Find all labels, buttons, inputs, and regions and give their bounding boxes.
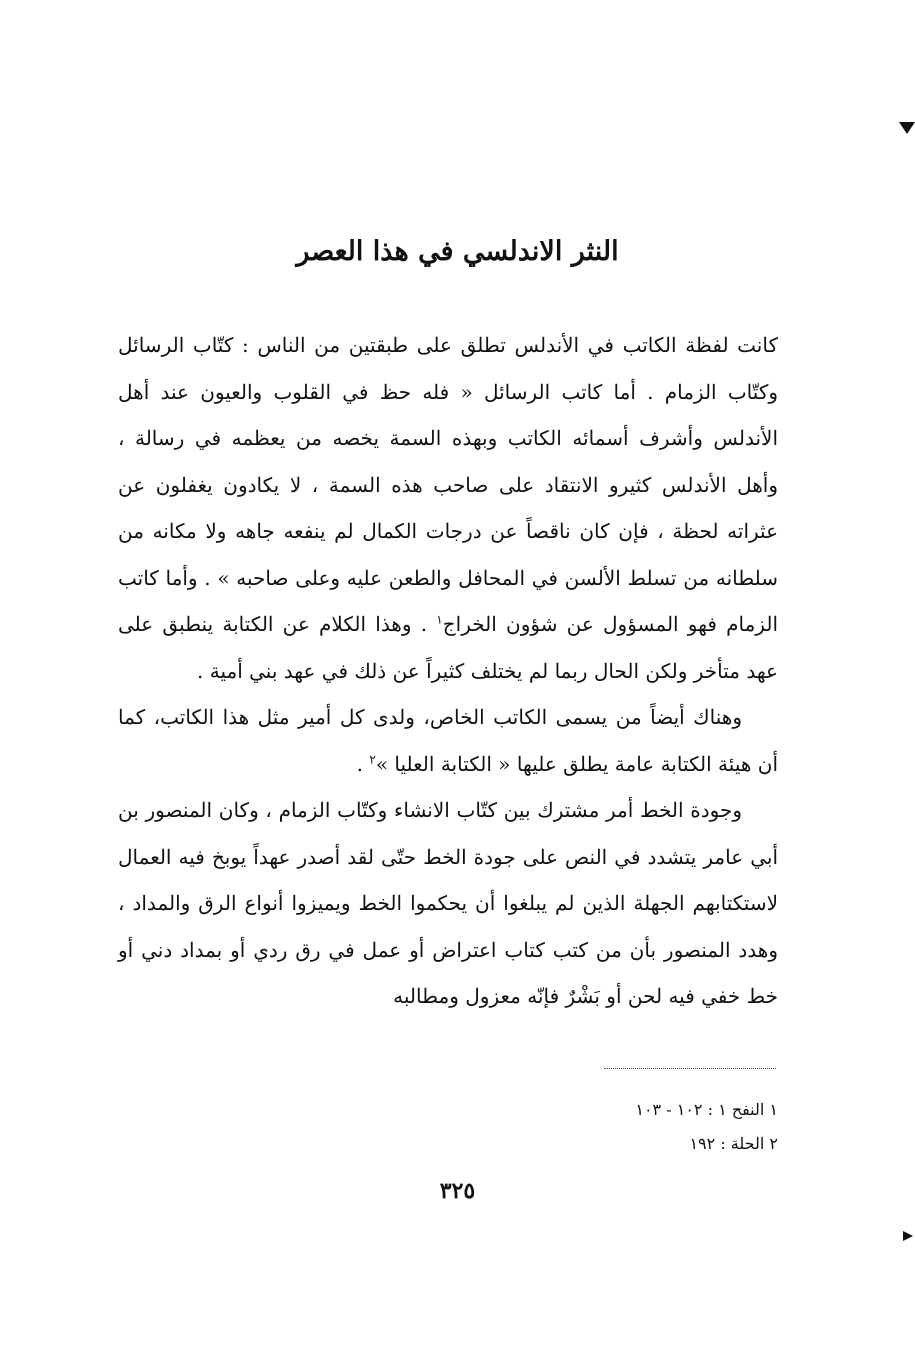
paragraph-1-text: كانت لفظة الكاتب في الأندلس تطلق على طبقتين من الناس : كتّاب الرسائل وكتّاب الزمام . أما كاتب الرسائل « فله حظ في القلوب والعيون عند أهل الأندلس وأشرف أسمائه الكاتب وبهذه السمة يخصه من يعظمه في رسالة ، وأهل الأندلس كثيرو الانتقاد على صاحب هذه السمة ، لا يكادون يغفلون عن عثراته لحظة ، فإن كان ناقصاً عن درجات الكمال لم ينفعه جاهه ولا مكانه من سلطانه من تسلط الألسن في المحافل والطعن عليه وعلى صاحبه » . [118,333,779,590]
paragraph-2 [118,694,778,787]
body-text [118,322,778,1020]
footnote-2: ٢ الحلة : ١٩٢ [689,1134,778,1153]
margin-arrow-icon [903,1231,913,1241]
chapter-title: النثر الاندلسي في هذا العصر [296,236,619,268]
paragraph-2b-text: . [356,751,370,776]
paragraph-2-text: وهناك أيضاً من يسمى الكاتب الخاص، ولدى كل أمير مثل هذا الكاتب، كما أن هيئة الكتابة عامة يطلق عليها « الكتابة العليا » [118,705,778,776]
paragraph-1c-text: . وهذا الكلام عن الكتابة ينطبق على عهد متأخر ولكن الحال ربما لم يختلف كثيراً عن ذلك في عهد بني أمية . [118,612,778,683]
footnotes [418,1093,778,1161]
margin-arrow-icon [899,122,915,134]
paragraph-3-text: وجودة الخط أمر مشترك بين كتّاب الانشاء وكتّاب الزمام ، وكان المنصور بن أبي عامر يتشدد في النص على جودة الخط حتّى لقد أصدر عهداً يوبخ فيه العمال لاستكتابهم الجهلة الذين لم يبلغوا أن يحكموا الخط ويميزوا أنواع الرق والمداد ، وهدد المنصور بأن من كتب كتاب اعتراض أو عمل في رق ردي أو بمداد دني أو خط خفي فيه لحن أو بَشْرٌ فإنّه معزول ومطالبه [118,798,779,1008]
footnote-1: ١ النفح ١ : ١٠٢ - ١٠٣ [635,1100,778,1119]
footnote-ref-2: ٢ [369,751,376,766]
paragraph-3 [118,787,778,1020]
page-number: ٣٢٥ [439,1178,476,1204]
footnote-divider [604,1068,776,1069]
paragraph-1b-text: وأما كاتب الزمام فهو المسؤول عن شؤون الخراج [118,565,778,636]
footnote-ref-1: ١ [436,612,443,627]
paragraph-1 [118,322,778,694]
